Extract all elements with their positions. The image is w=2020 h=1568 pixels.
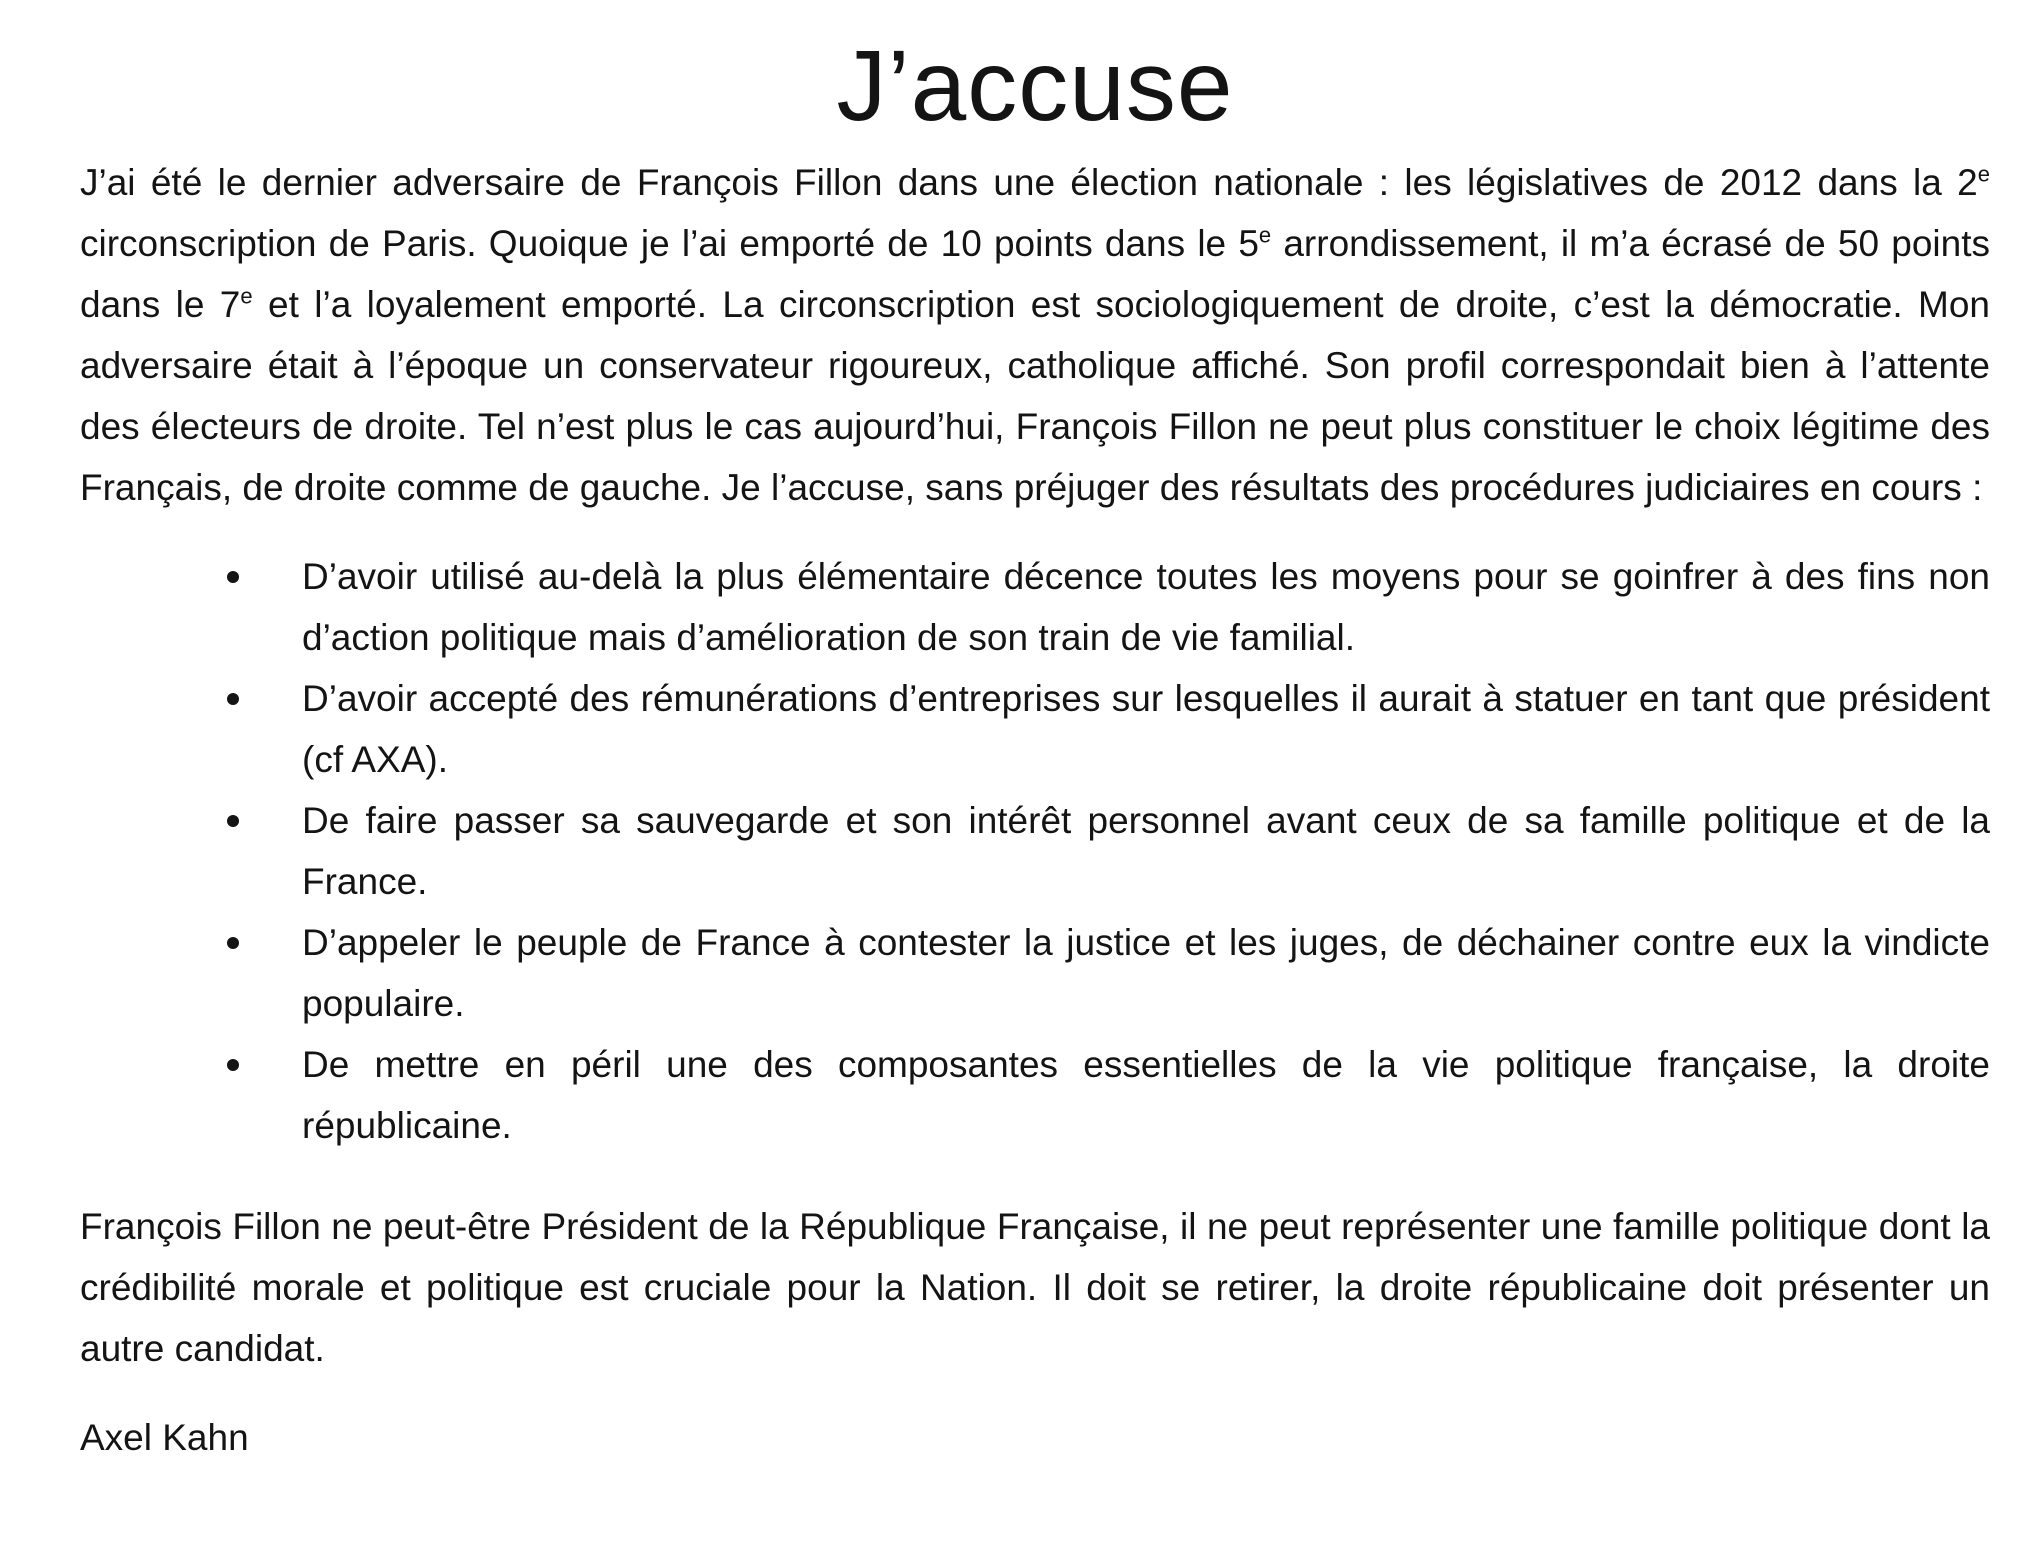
list-item bbox=[80, 546, 1990, 668]
list-item-text: D’appeler le peuple de France à contester la justice et les juges, de déchainer contre eux la vindicte populaire. bbox=[302, 922, 1990, 1024]
bullet-icon bbox=[227, 937, 239, 949]
list-item-text: D’avoir accepté des rémunérations d’entreprises sur lesquelles il aurait à statuer en tant que président (cf AXA). bbox=[302, 678, 1990, 780]
list-item bbox=[80, 668, 1990, 790]
intro-text-3: arrondissement, il m’a écrasé de 50 points dans le 7 bbox=[80, 223, 1990, 325]
ordinal-superscript: e bbox=[240, 283, 253, 309]
list-item-text: D’avoir utilisé au-delà la plus élémentaire décence toutes les moyens pour se goinfrer à des fins non d’action politique mais d’amélioration de son train de vie familial. bbox=[302, 556, 1990, 658]
intro-text-4: et l’a loyalement emporté. La circonscription est sociologiquement de droite, c’est la démocratie. Mon adversaire était à l’époque un conservateur rigoureux, catholique affiché. Son profil correspondait bien à l’attente des électeurs de droite. Tel n’est plus le cas aujourd’hui, François Fillon ne peut plus constituer le choix légitime des Français, de droite comme de gauche. Je l’accuse, sans préjuger des résultats des procédures judiciaires en cours : bbox=[80, 284, 1990, 508]
document-page bbox=[80, 0, 1990, 1468]
accusation-list bbox=[80, 546, 1990, 1156]
intro-text-1: J’ai été le dernier adversaire de François Fillon dans une élection nationale : les législatives de 2012 dans la 2 bbox=[80, 162, 1978, 203]
ordinal-superscript: e bbox=[1258, 222, 1272, 248]
intro-text-2: circonscription de Paris. Quoique je l’ai emporté de 10 points dans le 5 bbox=[80, 223, 1259, 264]
bullet-icon bbox=[227, 1059, 239, 1071]
list-item bbox=[80, 790, 1990, 912]
document-title: J’accuse bbox=[836, 30, 1234, 142]
signature: Axel Kahn bbox=[80, 1417, 249, 1458]
ordinal-superscript: e bbox=[1977, 161, 1990, 187]
bullet-icon bbox=[227, 571, 239, 583]
conclusion-paragraph: François Fillon ne peut-être Président de la République Française, il ne peut représenter une famille politique dont la crédibilité morale et politique est cruciale pour la Nation. Il doit se retirer, la droite républicaine doit présenter un autre candidat. bbox=[80, 1206, 1990, 1369]
bullet-icon bbox=[227, 693, 239, 705]
list-item-text: De mettre en péril une des composantes essentielles de la vie politique française, la droite républicaine. bbox=[302, 1044, 1990, 1146]
list-item-text: De faire passer sa sauvegarde et son intérêt personnel avant ceux de sa famille politique et de la France. bbox=[302, 800, 1990, 902]
intro-paragraph bbox=[80, 152, 1990, 518]
list-item bbox=[80, 1034, 1990, 1156]
list-item bbox=[80, 912, 1990, 1034]
bullet-icon bbox=[227, 815, 239, 827]
